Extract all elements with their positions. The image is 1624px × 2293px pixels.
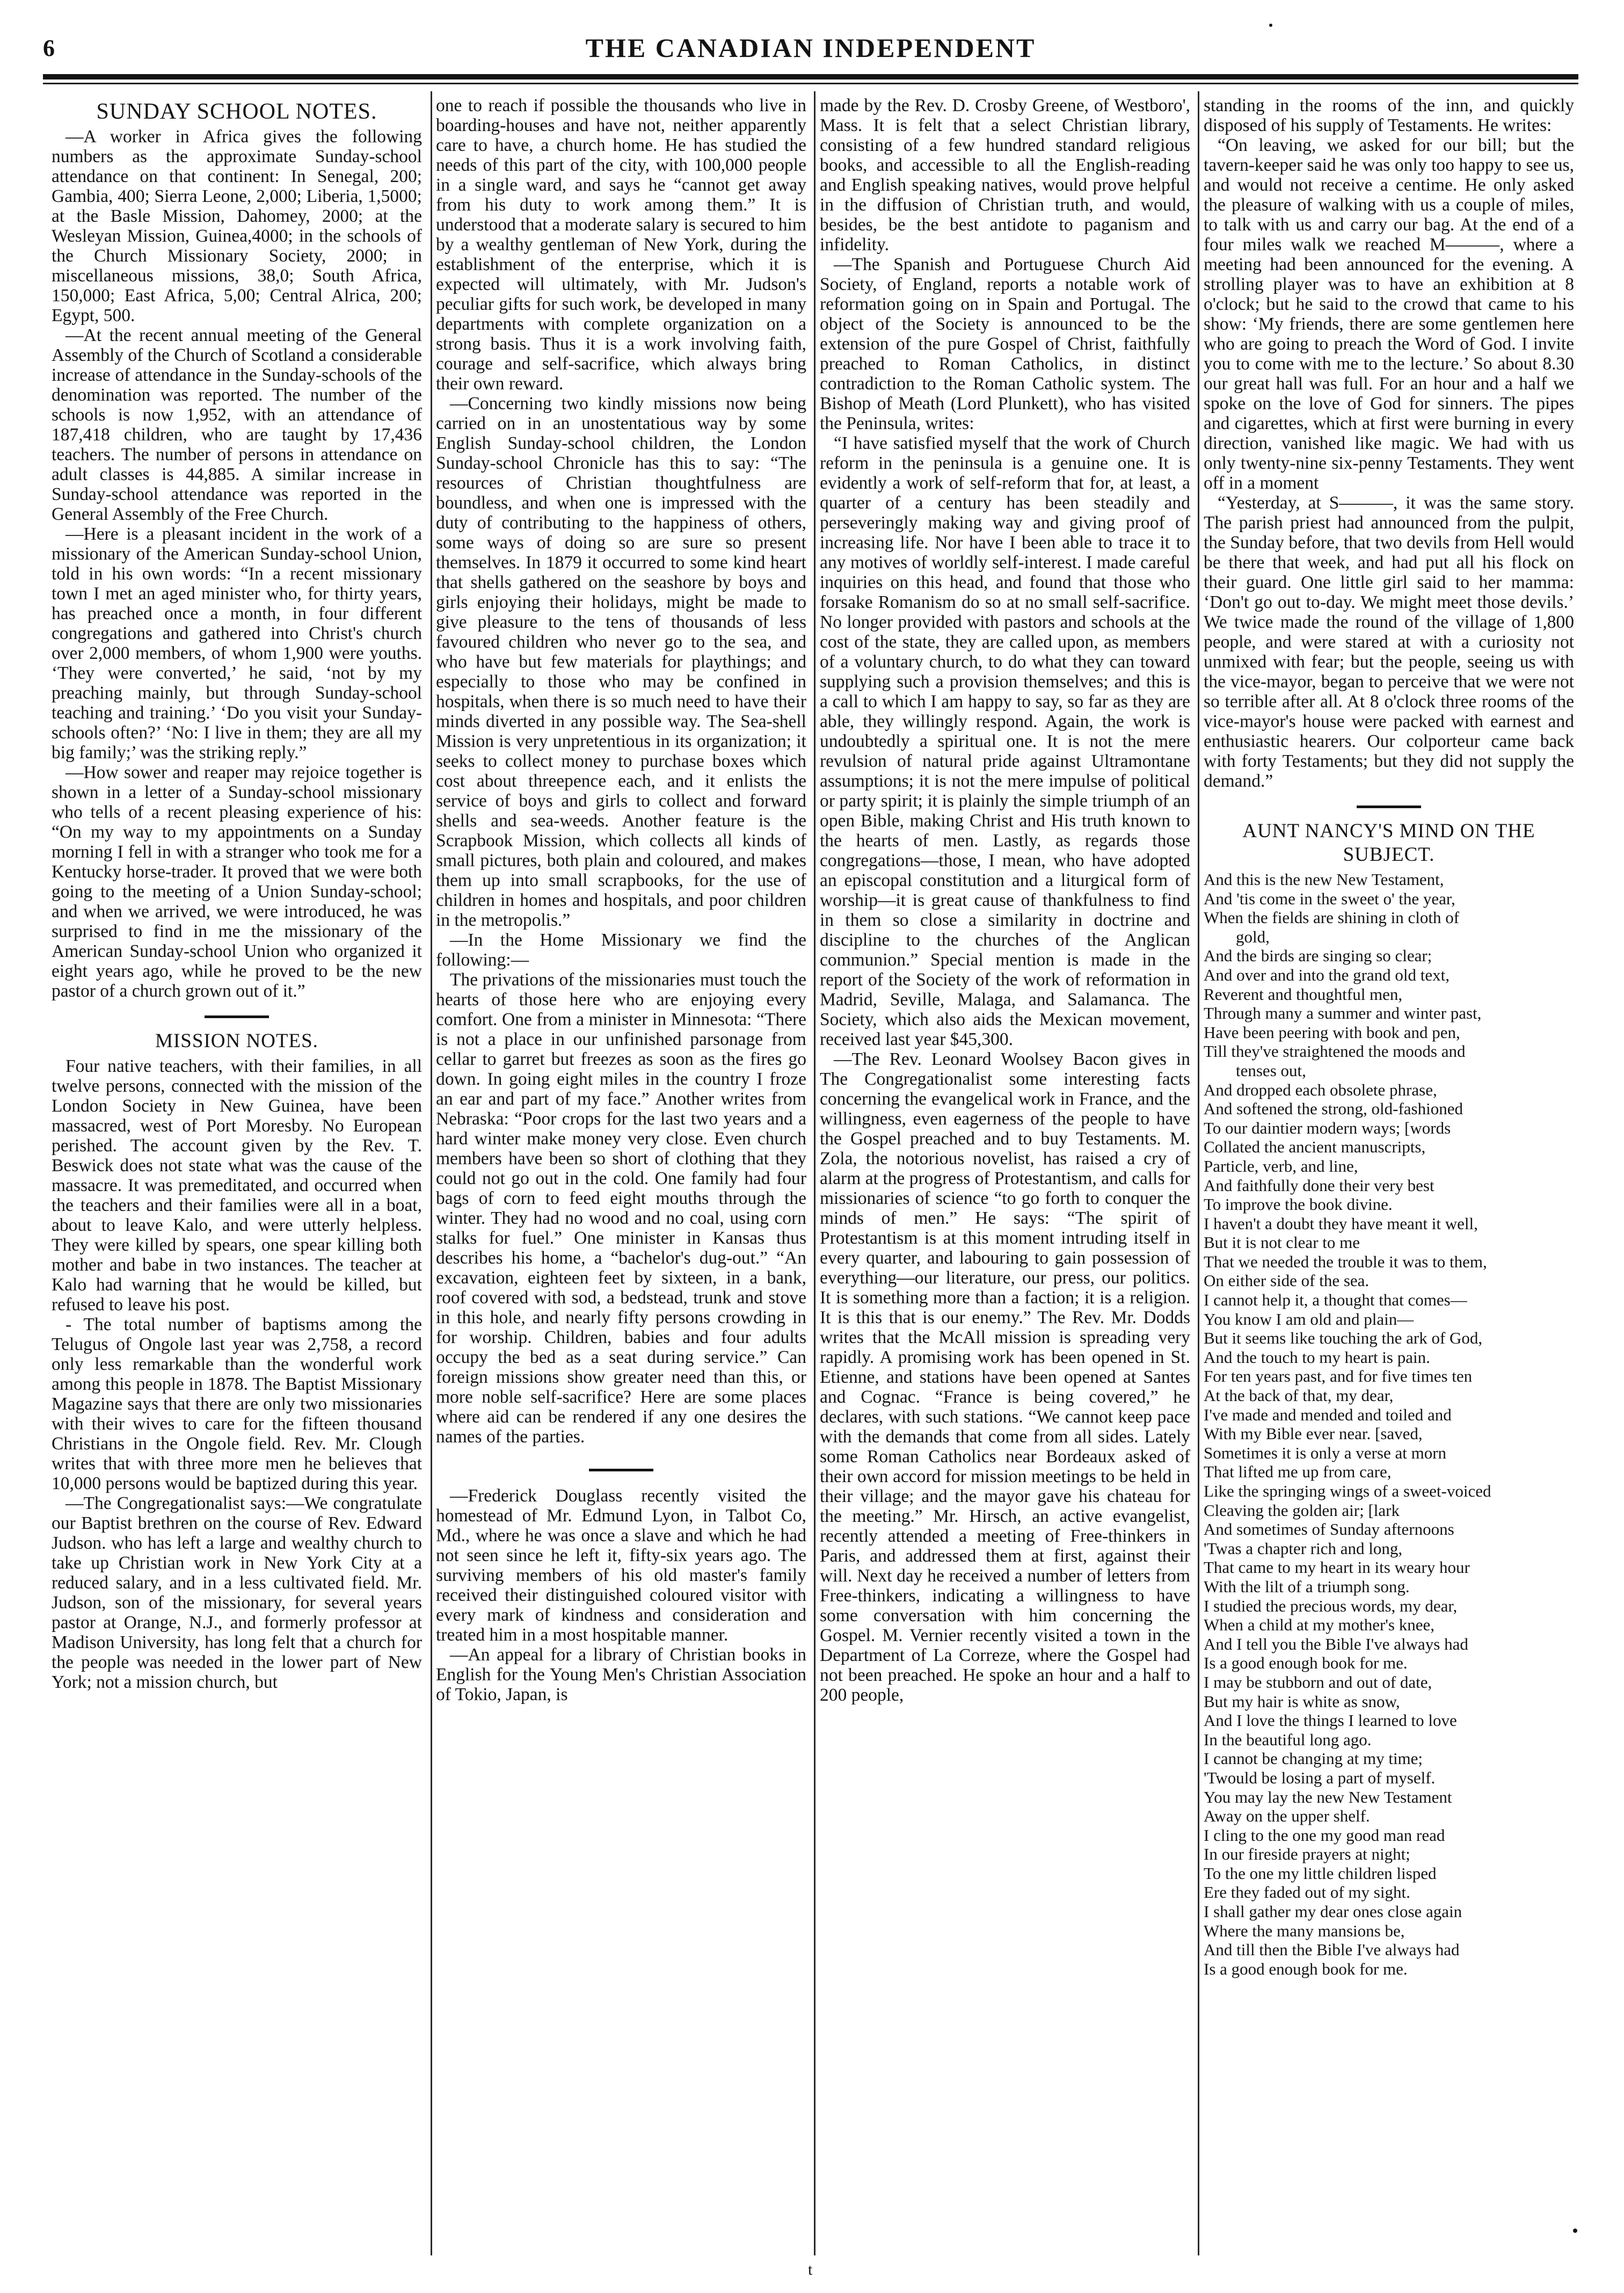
poem-line: I've made and mended and toiled and	[1204, 1405, 1452, 1424]
print-speck	[1269, 24, 1272, 27]
poem-line: I studied the precious words, my dear,	[1204, 1596, 1458, 1615]
poem-line: When the fields are shining in cloth of	[1204, 908, 1460, 927]
poem-line: And this is the new New Testament,	[1204, 870, 1444, 889]
column-divider	[814, 91, 815, 2255]
print-speck	[1573, 2229, 1577, 2233]
poem-line: You may lay the new New Testament	[1204, 1787, 1452, 1806]
poem-line: You know I am old and plain—	[1204, 1309, 1414, 1329]
poem-line: But it is not clear to me	[1204, 1233, 1360, 1252]
poem-line: Where the many mansions be,	[1204, 1921, 1405, 1940]
article-paragraph: - The total number of baptisms among the Telugus of Ongole last year was 2,758, a record only less remarkable than the wonderful work among this people in 1878. The Baptist Missionary Magazine says that there are only two missionaries with their wives to care for the fifteen thousand Christians in the Ongole field. Rev. Mr. Clough writes that with three more men he believes that 10,000 persons would be baptized during this year.	[52, 1315, 422, 1493]
poem-line: I cling to the one my good man read	[1204, 1825, 1445, 1845]
poem-line: gold,	[1236, 927, 1270, 946]
poem-line: At the back of that, my dear,	[1204, 1386, 1394, 1405]
footer-mark: t	[808, 2261, 813, 2279]
poem-line: And I love the things I learned to love	[1204, 1711, 1457, 1730]
poem-line: When a child at my mother's knee,	[1204, 1615, 1434, 1635]
article-paragraph: made by the Rev. D. Crosby Greene, of Westboro', Mass. It is felt that a select Christian library, consisting of a few hundred standard religious books, and accessible to all the English-reading and English speaking natives, would prove helpful in the diffusion of Christian truth, and would, besides, be the best antidote to paganism and infidelity.	[820, 96, 1190, 255]
poem-line: Through many a summer and winter past,	[1204, 1004, 1482, 1023]
poem-line: I shall gather my dear ones close again	[1204, 1902, 1462, 1921]
article-paragraph: Four native teachers, with their families, in all twelve persons, connected with the mission of the London Society in New Guinea, have been massacred, west of Port Moresby. No European perished. The account given by the Rev. T. Beswick does not state what was the cause of the massacre. It was premeditated, and occurred when the teachers and their families were all in a boat, about to leave Kalo, and were utterly helpless. They were killed by spears, one spear killing both mother and babe in two instances. The teacher at Kalo had warning that he would be killed, but refused to leave his post.	[52, 1056, 422, 1315]
poem-line: But it seems like touching the ark of God,	[1204, 1329, 1483, 1348]
article-paragraph: The privations of the missionaries must touch the hearts of those here who are enjoying every comfort. One from a minister in Minnesota: “There is not a place in our unfinished parsonage from cellar to garret but freezes as soon as the fires go down. In going eight miles in the country I froze an ear and part of my face.” Another writes from Nebraska: “Poor crops for the last two years and a hard winter make money very close. Even church members have been so short of clothing that they could not go out in the cold. One family had four bags of corn to feed eight mouths through the winter. They had no wood and no coal, using corn stalks for fuel.” One minister in Kansas thus describes his home, a “bachelor's dug-out.” “An excavation, eighteen feet by sixteen, in a bank, roof covered with sod, a bedstead, trunk and stove in this hole, and nearly fifty persons crowding in for worship. Children, babies and four adults occupy the bed as a seat during service.” Can foreign missions show greater need than this, or more noble self-sacrifice? Here are some places where aid can be rendered if any one desires the names of the parties.	[436, 970, 806, 1447]
poem-line: Particle, verb, and line,	[1204, 1156, 1358, 1175]
article-paragraph: —A worker in Africa gives the following numbers as the approximate Sunday-school attendance on that continent: In Senegal, 200; Gambia, 400; Sierra Leone, 2,000; Liberia, 1,5000; at the Basle Mission, Dahomey, 2000; at the Wesleyan Mission, Guinea,4000; in the schools of the Church Missionary Society, 2000; in miscellaneous missions, 38,0; South Africa, 150,000; East Africa, 5,00; Central Alrica, 200; Egypt, 500.	[52, 127, 422, 325]
section-heading-mission-notes: MISSION NOTES.	[155, 1030, 318, 1052]
poem-line: I cannot help it, a thought that comes—	[1204, 1290, 1467, 1310]
poem-line: And the touch to my heart is pain.	[1204, 1347, 1430, 1367]
poem-line: And softened the strong, old-fashioned	[1204, 1099, 1463, 1119]
poem-line: 'Twould be losing a part of myself.	[1204, 1768, 1436, 1787]
poem-line: 'Twas a chapter rich and long,	[1204, 1539, 1403, 1558]
article-paragraph: standing in the rooms of the inn, and quickly disposed of his supply of Testaments. He writes:	[1204, 96, 1574, 135]
article-paragraph: —Concerning two kindly missions now being carried on in an unostentatious way by some English Sunday-school children, the London Sunday-school Chronicle has this to say: “The resources of Christian thoughtfulness are boundless, and when one is impressed with the duty of contributing to the happiness of others, some ways of doing so are sure so present themselves. In 1879 it occurred to some kind heart that shells gathered on the seashore by boys and girls enjoying their holidays, might be made to give pleasure to the tens of thousands of less favoured children who never go to the sea, and who have but few materials for playthings; and especially to those who may be confined in hospitals, when there is so much need to have their minds diverted in any possible way. The Sea-shell Mission is very unpretentious in its organization; it seeks to collect money to purchase boxes which cost about threepence each, and it enlists the service of boys and girls to collect and forward shells and sea-weeds. Another feature is the Scrapbook Mission, which collects all kinds of small pictures, both plain and coloured, and makes them up into small scrapbooks, for the use of children in homes and hospitals, and poor children in the metropolis.”	[436, 394, 806, 930]
column-3	[820, 96, 1190, 2260]
poem-line: On either side of the sea.	[1204, 1271, 1370, 1290]
article-paragraph: —Frederick Douglass recently visited the homestead of Mr. Edmund Lyon, in Talbot Co, Md., where he was once a slave and which he had not seen since he left it, fifty-six years ago. The surviving members of his old master's family received their distinguished coloured visitor with every mark of kindness and consideration and treated him in a most hospitable manner.	[436, 1486, 806, 1645]
poem-line: I cannot be changing at my time;	[1204, 1749, 1423, 1768]
column-1	[52, 96, 422, 2260]
article-paragraph: —At the recent annual meeting of the General Assembly of the Church of Scotland a considerable increase of attendance in the Sunday-schools of the denomination was reported. The number of the schools is now 1,952, with an attendance of 187,418 children, who are taught by 17,436 teachers. The number of persons in attendance on adult classes is 44,885. A similar increase in Sunday-school attendance was reported in the General Assembly of the Free Church.	[52, 325, 422, 524]
poem-line: Ere they faded out of my sight.	[1204, 1883, 1410, 1902]
poem-line: And the birds are singing so clear;	[1204, 946, 1432, 966]
poem-line: Have been peering with book and pen,	[1204, 1022, 1460, 1042]
article-paragraph: —The Congregationalist says:—We congratulate our Baptist brethren on the course of Rev. Edward Judson. who has left a large and wealthy church to take up Christian work in New York City at a reduced salary, and in a less cultivated field. Mr. Judson, son of the missionary, for several years pastor at Orange, N.J., and formerly professor at Madison University, has long felt that a church for the people was needed in the lower part of New York; not a mission church, but	[52, 1493, 422, 1692]
poem-line: To improve the book divine.	[1204, 1195, 1393, 1214]
article-paragraph: “On leaving, we asked for our bill; but the tavern-keeper said he was only too happy to see us, and would not receive a centime. He only asked the pleasure of walking with us a couple of miles, to talk with us and carry our bag. At the end of a four miles walk we reached M———, where a meeting had been announced for the evening. A strolling player was to have an exhibition at 8 o'clock; but he said to the crowd that came to his show: ‘My friends, there are some gentlemen here who are going to preach the Word of God. I invite you to come with me to the lecture.’ So about 8.30 our great hall was full. For an hour and a half we spoke on the love of God for sinners. The pipes and cigarettes, which at first were burning in every direction, vanished like magic. We had with us only twenty-nine six-penny Testaments. They went off in a moment	[1204, 135, 1574, 493]
article-paragraph: “I have satisfied myself that the work of Church reform in the peninsula is a genuine one. It is evidently a work of self-reform that for, at least, a quarter of a century has been steadily and perseveringly making way and giving proof of increasing life. Nor have I been able to trace it to any motives of worldly self-interest. I made careful inquiries on this head, and found that those who forsake Romanism do so at no small self-sacrifice. No longer provided with pastors and schools at the cost of the state, they are called upon, as members of a voluntary church, to do what they can toward supplying such a provision themselves; and this is a call to which I am happy to say, so far as they are able, they willingly respond. Again, the work is undoubtedly a spiritual one. It is not the mere revulsion of natural pride against Ultramontane assumptions; it is not the mere impulse of political or party spirit; it is plainly the simple triumph of an open Bible, making Christ and His truth known to the hearts of men. Lastly, as regards those congregations—those, I mean, who have adopted an episcopal constitution and a liturgical form of worship—it is great cause of thankfulness to find in them so close a similarity in doctrine and discipline to the churches of the Anglican communion.” Special mention is made in the report of the Society of the work of reformation in Madrid, Seville, Malaga, and Salamanca. The Society, which also aids the Mexican movement, received last year $45,300.	[820, 433, 1190, 1049]
poem-line: That we needed the trouble it was to them,	[1204, 1252, 1487, 1271]
poem-line: Is a good enough book for me.	[1204, 1653, 1408, 1673]
poem-title: AUNT NANCY'S MIND ON THE SUBJECT.	[1242, 820, 1535, 866]
poem-line: But my hair is white as snow,	[1204, 1692, 1400, 1711]
poem-line: With my Bible ever near. [saved,	[1204, 1424, 1423, 1443]
article-paragraph: —The Spanish and Portuguese Church Aid Society, of England, reports a notable work of reformation going on in Spain and Portugal. The object of the Society is announced to be the extension of the pure Gospel of Christ, faithfully preached to Roman Catholics, in distinct contradiction to the Roman Catholic system. The Bishop of Meath (Lord Plunkett), who has visited the Peninsula, writes:	[820, 255, 1190, 433]
poem-line: Is a good enough book for me.	[1204, 1959, 1408, 1978]
poem-line: Cleaving the golden air; [lark	[1204, 1500, 1400, 1520]
article-paragraph: —How sower and reaper may rejoice together is shown in a letter of a Sunday-school missionary who tells of a recent pleasing experience of his: “On my way to my appointments on a Sunday morning I fell in with a stranger who took me for a Kentucky horse-trader. It proved that we were both going to the meeting of a Union Sunday-school; and when we arrived, we were introduced, he was surprised to find in me the missionary of the American Sunday-school Union who organized it eight years ago, while he proved to be the new pastor of a church grown out of it.”	[52, 763, 422, 1001]
poem-line: Collated the ancient manuscripts,	[1204, 1137, 1426, 1157]
poem-line: Away on the upper shelf.	[1204, 1806, 1370, 1826]
column-divider	[431, 91, 432, 2255]
column-divider	[1198, 91, 1199, 2255]
poem-line: Till they've straightened the moods and	[1204, 1042, 1466, 1061]
article-paragraph: —The Rev. Leonard Woolsey Bacon gives in The Congregationalist some interesting facts concerning the evangelical work in France, and the willingness, even eagerness of the people to have the Gospel preached and to buy Testaments. M. Zola, the notorious novelist, has raised a cry of alarm at the progress of Protestantism, and calls for missionaries of science “to go forth to conquer the minds of men.” He says: “The spirit of Protestantism is at this moment intruding itself in every quarter, and labouring to gain possession of everything—our literature, our press, our politics. It is something more than a faction; it is a religion. It is this that is our enemy.” The Rev. Mr. Dodds writes that the McAll mission is spreading very rapidly. A promising work has been opened in St. Etienne, and stations have been opened at Santes and Cognac. “France is being covered,” he declares, with such stations. “We cannot keep pace with the demands that come from all sides. Lately some Roman Catholics near Bordeaux asked of their own accord for mission meetings to be held in their village; and the mayor gave his chateau for the meeting.” Mr. Hirsch, an active evangelist, recently attended a meeting of Free-thinkers in Paris, and addressed them at first, against their will. Next day he received a number of letters from Free-thinkers, indicating a willingness to have some conversation with him concerning the Gospel. M. Vernier recently visited a town in the Department of La Correze, where the Gospel had not been preached. He spoke an hour and a half to 200 people,	[820, 1049, 1190, 1705]
header-rule-thin	[43, 83, 1578, 84]
poem-line: tenses out,	[1236, 1061, 1306, 1080]
column-2	[436, 96, 806, 2260]
poem-line: Like the springing wings of a sweet-voiced	[1204, 1482, 1491, 1500]
poem-line: Reverent and thoughtful men,	[1204, 984, 1403, 1004]
page-number: 6	[43, 35, 55, 61]
poem-line: With the lilt of a triumph song.	[1204, 1577, 1410, 1596]
section-divider	[436, 1458, 806, 1478]
article-paragraph: —Here is a pleasant incident in the work of a missionary of the American Sunday-school Union, told in his own words: “In a recent missionary town I met an aged minister who, for thirty years, has preached once a month, in four different congregations and gathered into Christ's church over 2,000 members, of whom 1,900 were youths. ‘They were converted,’ he said, ‘not by my preaching mainly, but through Sunday-school teaching and training.’ ‘Do you visit your Sunday-schools often?’ ‘No: I live in them; they are all my big family;’ was the striking reply.”	[52, 524, 422, 763]
column-4	[1204, 96, 1574, 2260]
article-paragraph: —An appeal for a library of Christian books in English for the Young Men's Christian Association of Tokio, Japan, is	[436, 1645, 806, 1704]
section-divider	[52, 1005, 422, 1025]
poem-body	[1204, 870, 1574, 1978]
masthead-title: THE CANADIAN INDEPENDENT	[585, 33, 1036, 63]
header-rule-thick	[43, 74, 1578, 79]
article-paragraph: —In the Home Missionary we find the following:—	[436, 930, 806, 970]
poem-line: That lifted me up from care,	[1204, 1462, 1392, 1482]
article-paragraph: “Yesterday, at S———, it was the same story. The parish priest had announced from the pulpit, the Sunday before, that two devils from Hell would be there that week, and had put all his flock on their guard. One little girl said to her mamma: ‘Don't go out to-day. We might meet those devils.’ We twice made the round of the village of 1,800 people, and were stared at with a curiosity not unmixed with fear; but the people, seeing us with the vice-mayor, began to perceive that we were not so terrible after all. At 8 o'clock three rooms of the vice-mayor's house were packed with earnest and enthusiastic hearers. Our colporteur came back with forty Testaments; but they did not supply the demand.”	[1204, 493, 1574, 791]
poem-line: And till then the Bible I've always had	[1204, 1940, 1460, 1960]
poem-line: Sometimes it is only a verse at morn	[1204, 1443, 1447, 1462]
poem-line: In our fireside prayers at night;	[1204, 1845, 1410, 1864]
article-paragraph: one to reach if possible the thousands who live in boarding-houses and have not, neither apparently care to have, a church home. He has studied the needs of this part of the city, with 100,000 people in a single ward, and says he “cannot get away from his duty to work among them.” It is understood that a moderate salary is secured to him by a wealthy gentleman of New York, during the establishment of the enterprise, which it is expected will ultimately, with Mr. Judson's peculiar gifts for such work, be developed in many departments with complete organization on a strong basis. Thus it is a work involving faith, courage and self-sacrifice, which always bring their own reward.	[436, 96, 806, 394]
poem-line: And sometimes of Sunday afternoons	[1204, 1520, 1454, 1539]
poem-line: And faithfully done their very best	[1204, 1175, 1434, 1195]
poem-line: To the one my little children lisped	[1204, 1863, 1437, 1883]
poem-line: And 'tis come in the sweet o' the year,	[1204, 889, 1455, 908]
poem-line: And dropped each obsolete phrase,	[1204, 1080, 1437, 1099]
poem-line: And over and into the grand old text,	[1204, 965, 1450, 984]
poem-line: In the beautiful long ago.	[1204, 1730, 1372, 1749]
poem-line: I haven't a doubt they have meant it well,	[1204, 1214, 1478, 1233]
poem-line: To our daintier modern ways; [words	[1204, 1118, 1451, 1137]
page-header	[43, 32, 1578, 68]
section-heading-sunday-school-notes: SUNDAY SCHOOL NOTES.	[96, 99, 377, 124]
poem-line: That came to my heart in its weary hour	[1204, 1558, 1470, 1577]
poem-line: I may be stubborn and out of date,	[1204, 1672, 1432, 1692]
poem-line: And I tell you the Bible I've always had	[1204, 1634, 1468, 1653]
section-divider	[1204, 795, 1574, 815]
poem-line: For ten years past, and for five times ten	[1204, 1367, 1473, 1386]
